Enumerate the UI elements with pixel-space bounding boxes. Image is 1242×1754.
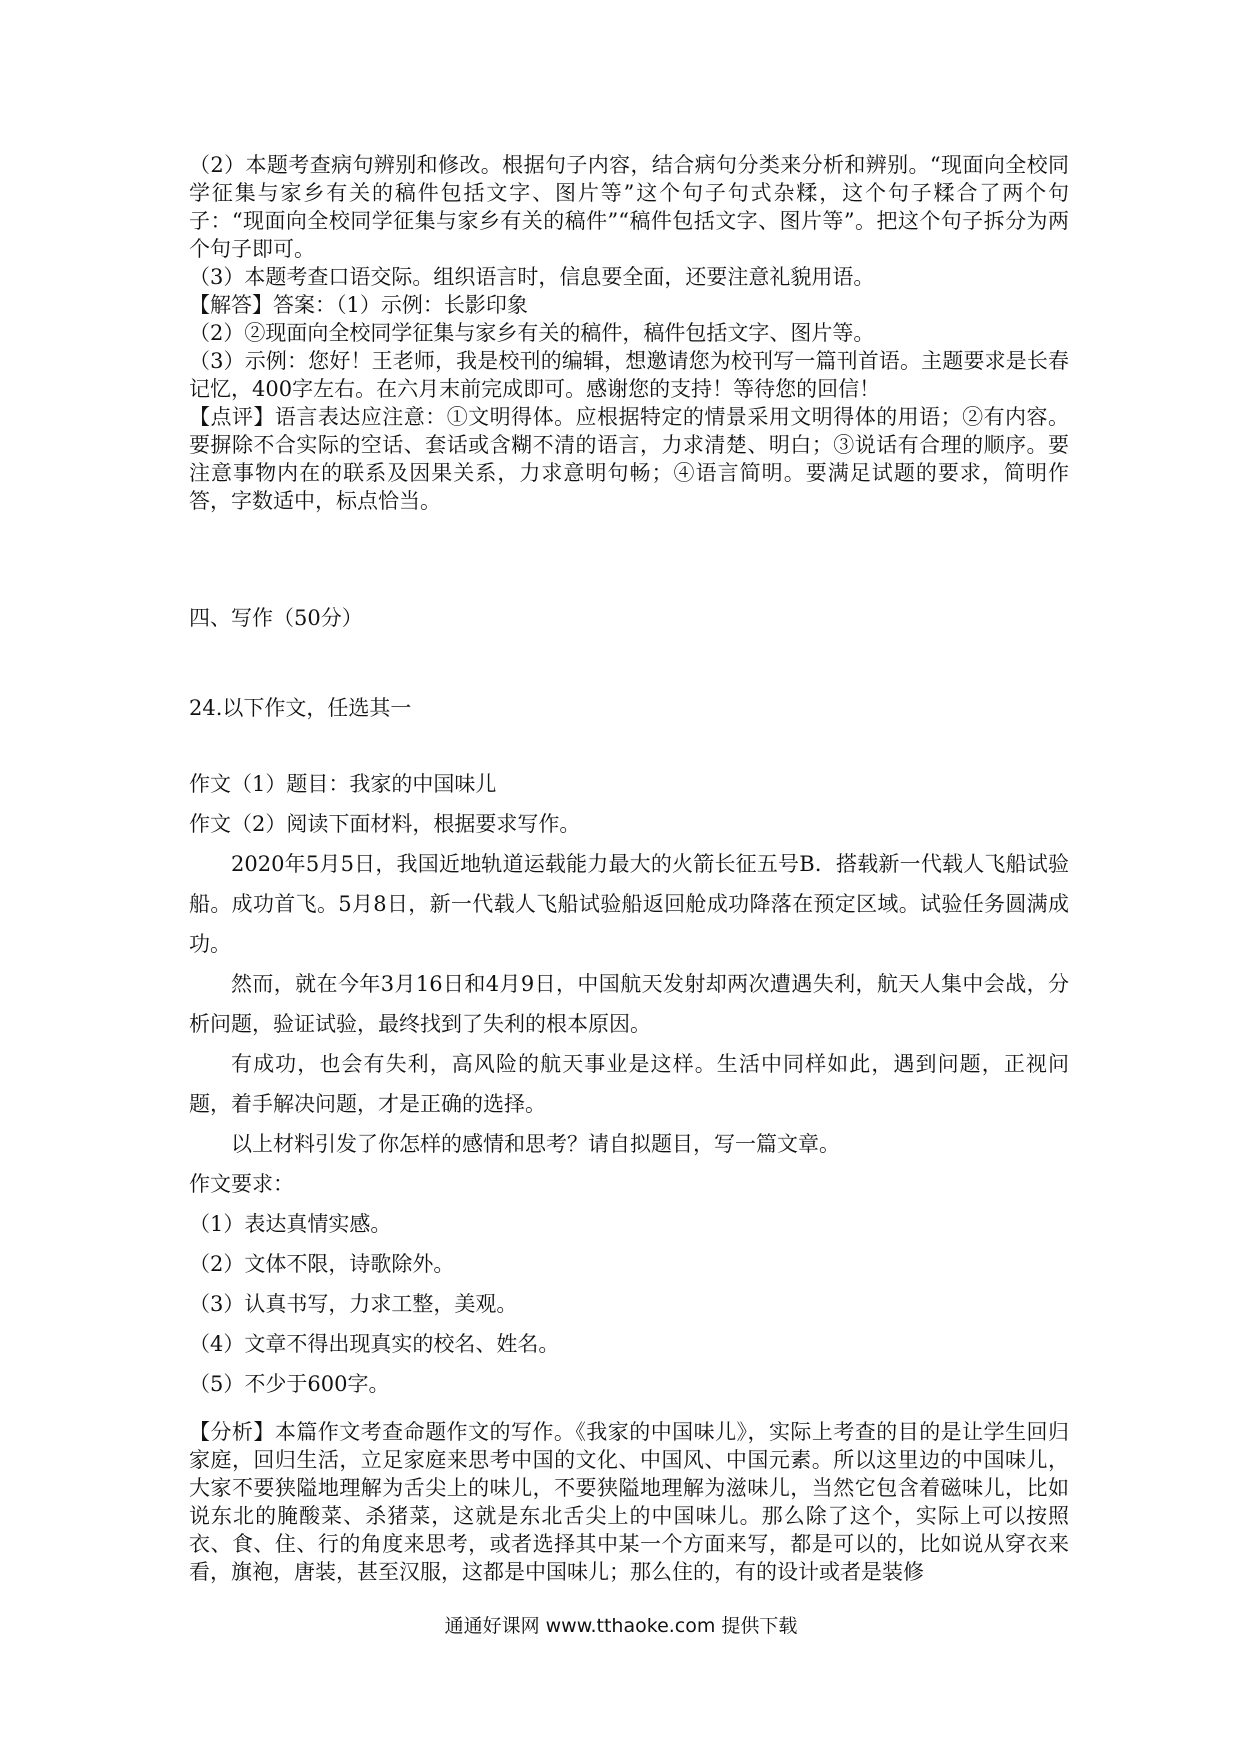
comment-paragraph: 【点评】语言表达应注意：①文明得体。应根据特定的情景采用文明得体的用语；②有内容。要摒除不合实际的空话、套话或含糊不清的语言，力求清楚、明白；③说话有合理的顺序。要注意事物内在的联系及因果关系，力求意明句畅；④语言简明。要满足试题的要求，简明作答，字数适中，标点恰当。 — [189, 405, 1069, 513]
explanation-paragraph: （2）本题考查病句辨别和修改。根据句子内容，结合病句分类来分析和辨别。“现面向全校同学征集与家乡有关的稿件包括文字、图片等”这个句子句式杂糅，这个句子糅合了两个句子：“现面向全校同学征集与家乡有关的稿件”“稿件包括文字、图片等”。把这个句子拆分为两个句子即可。 — [189, 153, 1069, 261]
material-paragraph: 2020年5月5日，我国近地轨道运载能力最大的火箭长征五号B．搭载新一代载人飞船试验船。成功首飞。5月8日，新一代载人飞船试验船返回舱成功降落在预定区域。试验任务圆满成功。 — [189, 852, 1069, 956]
essay-option: 作文（2）阅读下面材料，根据要求写作。 — [189, 812, 581, 836]
requirement-item: （2）文体不限，诗歌除外。 — [189, 1252, 455, 1276]
section-title: 四、写作（50分） — [189, 606, 363, 630]
question-heading: 24.以下作文，任选其一 — [189, 696, 412, 720]
answer-line: （3）示例：您好！王老师，我是校刊的编辑，想邀请您为校刊写一篇刊首语。主题要求是长春记忆，400字左右。在六月末前完成即可。感谢您的支持！等待您的回信！ — [189, 349, 1069, 401]
material-paragraph: 以上材料引发了你怎样的感情和思考？请自拟题目，写一篇文章。 — [231, 1132, 840, 1156]
requirement-item: （1）表达真情实感。 — [189, 1212, 392, 1236]
answer-line: （2）②现面向全校同学征集与家乡有关的稿件，稿件包括文字、图片等。 — [189, 321, 875, 345]
explanation-paragraph: （3）本题考查口语交际。组织语言时，信息要全面，还要注意礼貌用语。 — [189, 265, 875, 289]
material-paragraph: 有成功，也会有失利，高风险的航天事业是这样。生活中同样如此，遇到问题，正视问题，着手解决问题，才是正确的选择。 — [189, 1052, 1069, 1116]
analysis-block — [189, 1418, 1069, 1586]
material-paragraph: 然而，就在今年3月16日和4月9日，中国航天发射却两次遭遇失利，航天人集中会战，分析问题，验证试验，最终找到了失利的根本原因。 — [189, 972, 1069, 1036]
requirement-item: （4）文章不得出现真实的校名、姓名。 — [189, 1332, 560, 1356]
essay-prompt-block — [189, 764, 1069, 1404]
analysis-paragraph: 【分析】本篇作文考查命题作文的写作。《我家的中国味儿》，实际上考查的目的是让学生回归家庭，回归生活，立足家庭来思考中国的文化、中国风、中国元素。所以这里边的中国味儿，大家不要狭隘地理解为舌尖上的味儿，不要狭隘地理解为滋味儿，当然它包含着磁味儿，比如说东北的腌酸菜、杀猪菜，这就是东北舌尖上的中国味儿。那么除了这个，实际上可以按照衣、食、住、行的角度来思考，或者选择其中某一个方面来写，都是可以的，比如说从穿衣来看，旗袍，唐装，甚至汉服，这都是中国味儿；那么住的，有的设计或者是装修 — [189, 1420, 1069, 1584]
answer-explanation-block — [189, 151, 1069, 515]
answer-line: 【解答】答案：（1）示例：长影印象 — [189, 293, 528, 317]
requirement-item: （3）认真书写，力求工整，美观。 — [189, 1292, 518, 1316]
requirement-item: （5）不少于600字。 — [189, 1372, 390, 1396]
essay-option: 作文（1）题目：我家的中国味儿 — [189, 772, 497, 796]
footer-watermark: 通通好课网 www.tthaoke.com 提供下载 — [444, 1615, 798, 1637]
requirements-title: 作文要求： — [189, 1172, 294, 1196]
